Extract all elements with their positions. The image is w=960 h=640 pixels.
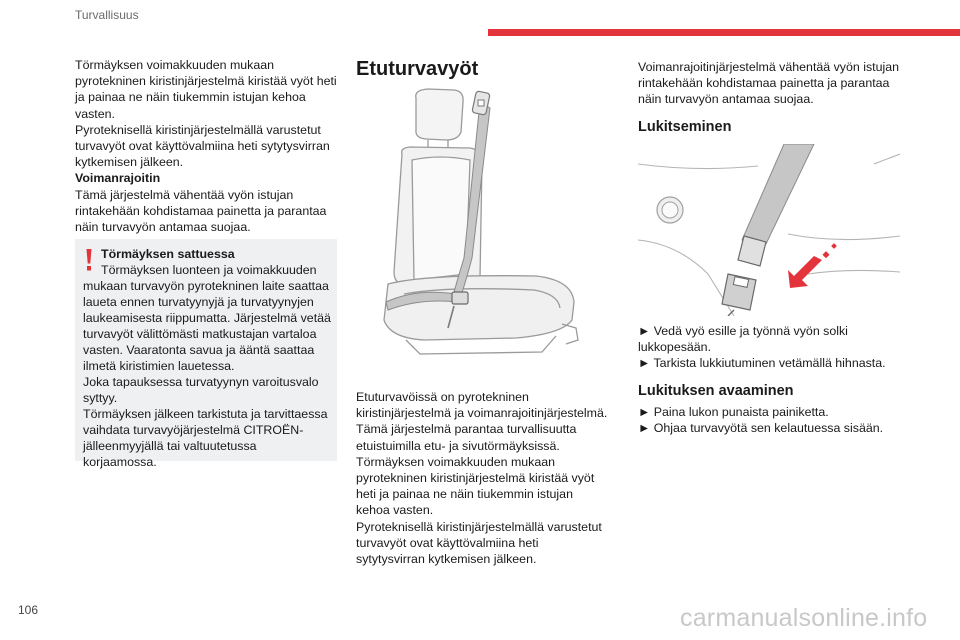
col1-paragraph-1: Törmäyksen voimakkuuden mukaan pyrotekninen kiristinjärjestelmä kiristää vyöt heti ja painaa ne näin tiukemmin istujan kehoa vasten. [75, 58, 337, 121]
locking-steps [638, 323, 900, 372]
page-number: 106 [18, 603, 39, 617]
step-guide-belt: ► Ohjaa turvavyötä sen kelautuessa sisään. [638, 421, 884, 436]
col1-heading: Voimanrajoitin [75, 171, 161, 186]
warning-paragraph-2: Joka tapauksessa turvatyynyn varoitusvalo syttyy. [83, 375, 319, 405]
warning-title: Törmäyksen sattuessa [101, 247, 235, 261]
col3-paragraph-1: Voimanrajoitinjärjestelmä vähentää vyön istujan rintakehään kohdistamaa painetta ja parantaa näin turvavyön antamaa suojaa. [638, 60, 900, 107]
front-seat-belt-figure [366, 88, 596, 358]
watermark: carmanualsonline.info [680, 604, 928, 632]
column-2 [356, 389, 608, 567]
warning-box [75, 239, 337, 469]
column-1 [75, 57, 337, 235]
col2-paragraph-3: Pyroteknisellä kiristinjärjestelmällä varustetut turvavyöt ovat käyttövalmiina heti sytytysvirran kytkemisen jälkeen. [356, 519, 602, 567]
heading-lukitseminen: Lukitseminen [638, 119, 732, 135]
step-press-button: ► Paina lukon punaista painiketta. [638, 405, 829, 419]
buckle-locking-figure [638, 144, 900, 316]
col1-paragraph-2: Pyroteknisellä kiristinjärjestelmällä varustetut turvavyöt ovat käyttövalmiina heti sytytysvirran kytkemisen jälkeen. [75, 122, 330, 170]
column-3-intro [638, 59, 900, 108]
warning-paragraph-3: Törmäyksen jälkeen tarkistuta ja tarvittaessa vaihdata turvavyöjärjestelmä CITROËN-jälleenmyyjällä tai valtuutetussa korjaamossa. [83, 407, 328, 469]
warning-paragraph-1: Törmäyksen luonteen ja voimakkuuden mukaan turvavyön pyrotekninen laite saattaa laueta ennen turvatyynyjä ja turvatyynyjen laukeamisesta riippumatta. Järjestelmä vetää turvavyöt välittömästi matkustajan vartaloa vasten. Vaaratonta savua ja ääntä saattaa ilmetä kiristimien lauetessa. [83, 263, 331, 373]
unlocking-steps [638, 404, 900, 436]
section-title: Etuturvavyöt [356, 58, 479, 80]
step-insert-buckle: ► Vedä vyö esille ja työnnä vyön solki lukkopesään. [638, 324, 848, 355]
step-check-lock: ► Tarkista lukkiutuminen vetämällä hihnasta. [638, 356, 886, 371]
col1-paragraph-3: Tämä järjestelmä vähentää vyön istujan rintakehään kohdistamaa painetta ja parantaa näin turvavyön antamaa suojaa. [75, 187, 327, 235]
header-section-title: Turvallisuus [75, 8, 139, 22]
heading-lukituksen-avaaminen: Lukituksen avaaminen [638, 383, 794, 399]
warning-text [83, 246, 333, 470]
col2-paragraph-2: Törmäyksen voimakkuuden mukaan pyrotekninen kiristinjärjestelmä kiristää vyöt heti ja painaa ne näin tiukemmin istujan kehoa vasten. [356, 454, 595, 518]
header-accent-bar [488, 29, 960, 36]
col2-paragraph-1: Etuturvavöissä on pyrotekninen kiristinjärjestelmä ja voimanrajoitinjärjestelmä. Tämä järjestelmä parantaa turvallisuutta etuistuimilla etu- ja sivutörmäyksissä. [356, 390, 608, 453]
